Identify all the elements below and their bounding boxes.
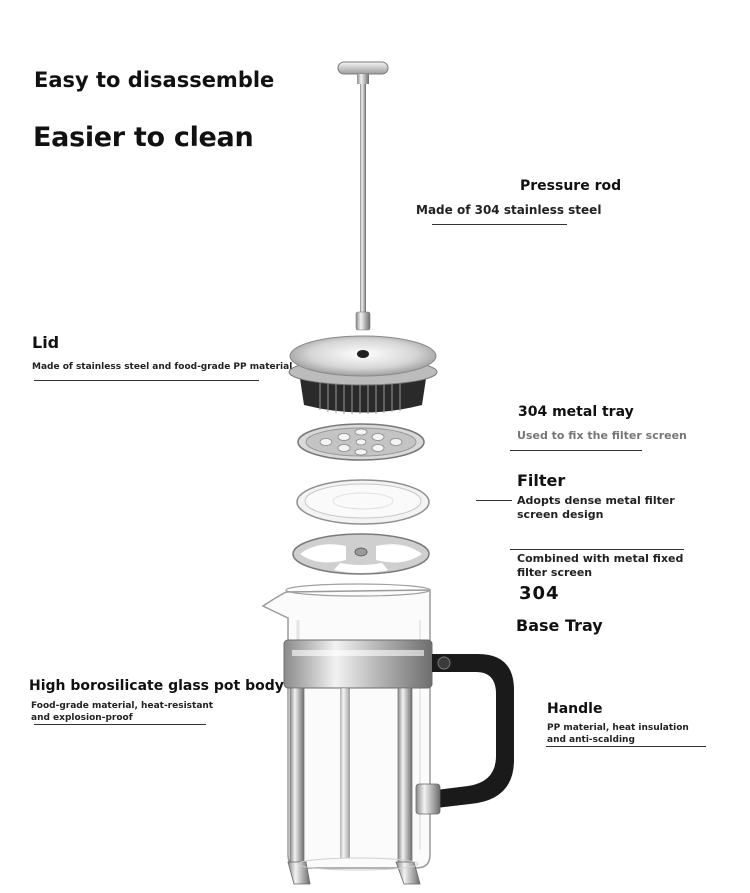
base-tray-title: Base Tray [516, 616, 603, 635]
lid-title: Lid [32, 333, 60, 352]
base-tray-desc-1: Combined with metal fixed [517, 552, 684, 565]
handle-desc-1: PP material, heat insulation [547, 723, 689, 733]
handle-desc-2: and anti-scalding [547, 735, 635, 745]
filter-desc-1: Adopts dense metal filter [517, 494, 675, 507]
handle-title: Handle [547, 701, 603, 717]
headline-line-1: Easy to disassemble [34, 68, 275, 92]
metal-tray-desc: Used to fix the filter screen [517, 429, 687, 442]
glass-pot-desc-2: and explosion-proof [31, 713, 133, 723]
pressure-rod-icon [338, 62, 388, 330]
filter-desc-2: screen design [517, 508, 604, 521]
filter-title: Filter [517, 471, 566, 490]
metal-tray-icon [298, 424, 424, 460]
glass-pot-title: High borosilicate glass pot body [29, 678, 284, 694]
metal-tray-title: 304 metal tray [518, 404, 634, 420]
base-tray-icon [293, 534, 429, 574]
base-tray-desc-2: filter screen [517, 566, 593, 579]
filter-mesh-icon [297, 480, 429, 524]
lid-desc: Made of stainless steel and food-grade PP material [32, 362, 293, 372]
headline-line-2: Easier to clean [33, 122, 254, 153]
glass-pot-icon [263, 584, 514, 884]
glass-pot-desc-1: Food-grade material, heat-resistant [31, 701, 214, 711]
pressure-rod-desc: Made of 304 stainless steel [416, 203, 602, 217]
pressure-rod-title: Pressure rod [520, 178, 622, 194]
base-tray-code: 304 [519, 583, 560, 604]
lid-icon [289, 336, 437, 414]
